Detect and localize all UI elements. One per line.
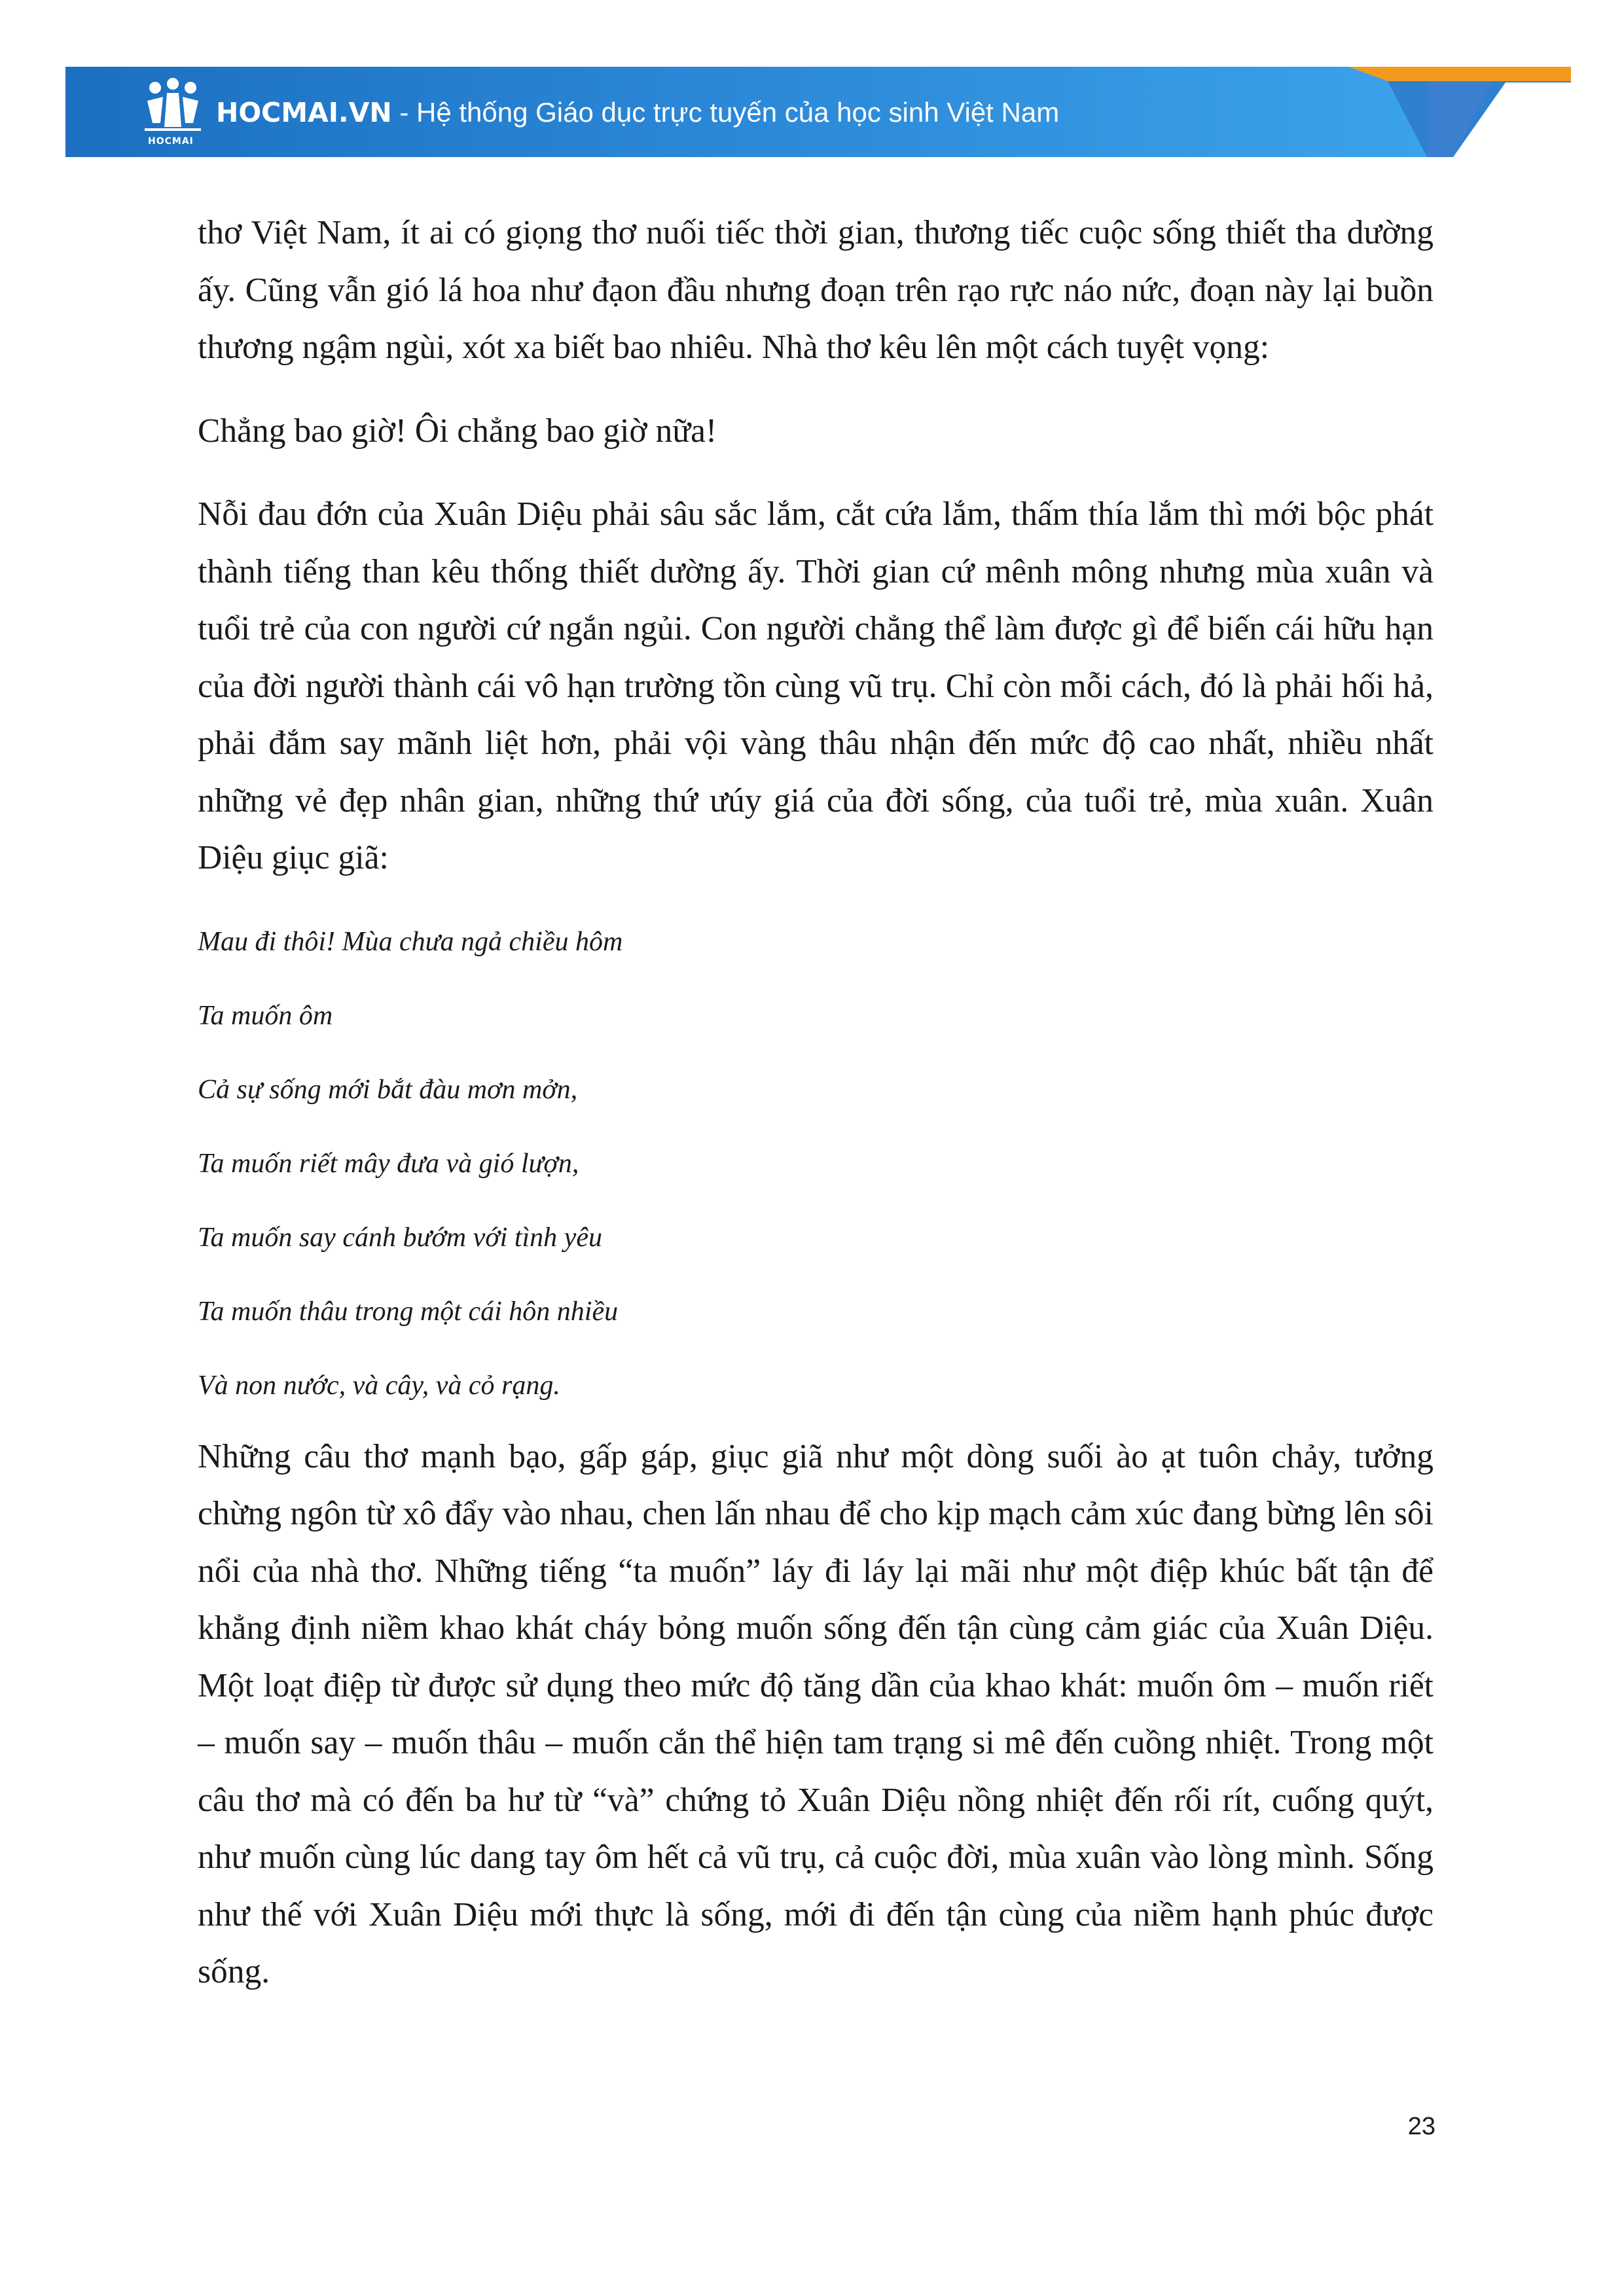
banner-accent-decoration	[1348, 67, 1571, 157]
page-number: 23	[1407, 2113, 1435, 2140]
poem-line: Ta muốn ôm	[198, 1000, 333, 1031]
poem-line: Mau đi thôi! Mùa chưa ngả chiều hôm	[198, 926, 623, 957]
paragraph-2: Nỗi đau đớn của Xuân Diệu phải sâu sắc lắm, cắt cứa lắm, thấm thía lắm thì mới bộc phát thành tiếng than kêu thống thiết dường ấy. Thời gian cứ mênh mông nhưng mùa xuân và tuổi trẻ của con người cứ ngắn ngủi. Con người chẳng thể làm được gì để biến cái hữu hạn của đời người thành cái vô hạn trường tồn cùng vũ trụ. Chỉ còn mỗi cách, đó là phải hối hả, phải đắm say mãnh liệt hơn, phải vội vàng thâu nhận đến mức độ cao nhất, nhiều nhất những vẻ đẹp nhân gian, những thứ ưúy giá của đời sống, của tuổi trẻ, mùa xuân. Xuân Diệu giục giã:	[198, 495, 1434, 876]
poem-line: Ta muốn riết mây đưa và gió lượn,	[198, 1148, 579, 1179]
poem-line: Ta muốn thâu trong một cái hôn nhiều	[198, 1296, 619, 1327]
header-tagline: - Hệ thống Giáo dục trực tuyến của học sinh Việt Nam	[391, 97, 1060, 128]
brand-name[interactable]: HOCMAI.VN	[216, 97, 392, 128]
quoted-verse-line: Chẳng bao giờ! Ôi chẳng bao giờ nữa!	[198, 412, 717, 450]
poem-line: Cả sự sống mới bắt đàu mơn mởn,	[198, 1074, 578, 1105]
document-body	[198, 204, 1434, 2001]
poem-excerpt	[198, 905, 1434, 1423]
poem-line: Ta muốn say cánh bướm với tình yêu	[198, 1222, 602, 1253]
logo-caption: HOCMAI	[148, 136, 194, 147]
paragraph-3: Những câu thơ mạnh bạo, gấp gáp, giục giã như một dòng suối ào ạt tuôn chảy, tưởng chừng ngôn từ xô đẩy vào nhau, chen lấn nhau để cho kịp mạch cảm xúc đang bừng lên sôi nổi của nhà thơ. Những tiếng “ta muốn” láy đi láy lại mãi như một điệp khúc bất tận để khẳng định niềm khao khát cháy bỏng muốn sống đến tận cùng cảm giác của Xuân Diệu. Một loạt điệp từ được sử dụng theo mức độ tăng dần của khao khát: muốn ôm – muốn riết – muốn say – muốn thâu – muốn cắn thể hiện tam trạng si mê đến cuồng nhiệt. Trong một câu thơ mà có đến ba hư từ “và” chứng tỏ Xuân Diệu nồng nhiệt đến rối rít, cuống quýt, như muốn cùng lúc dang tay ôm hết cả vũ trụ, cả cuộc đời, mùa xuân vào lòng mình. Sống như thế với Xuân Diệu mới thực là sống, mới đi đến tận cùng của niềm hạnh phúc được sống.	[198, 1437, 1434, 1990]
header-title	[216, 97, 1059, 128]
poem-line: Và non nước, và cây, và cỏ rạng.	[198, 1370, 560, 1401]
paragraph-1: thơ Việt Nam, ít ai có giọng thơ nuối tiếc thời gian, thương tiếc cuộc sống thiết tha dường ấy. Cũng vẫn gió lá hoa như đạon đầu nhưng đoạn trên rạo rực náo nức, đoạn này lại buồn thương ngậm ngùi, xót xa biết bao nhiêu. Nhà thơ kêu lên một cách tuyệt vọng:	[198, 214, 1434, 366]
